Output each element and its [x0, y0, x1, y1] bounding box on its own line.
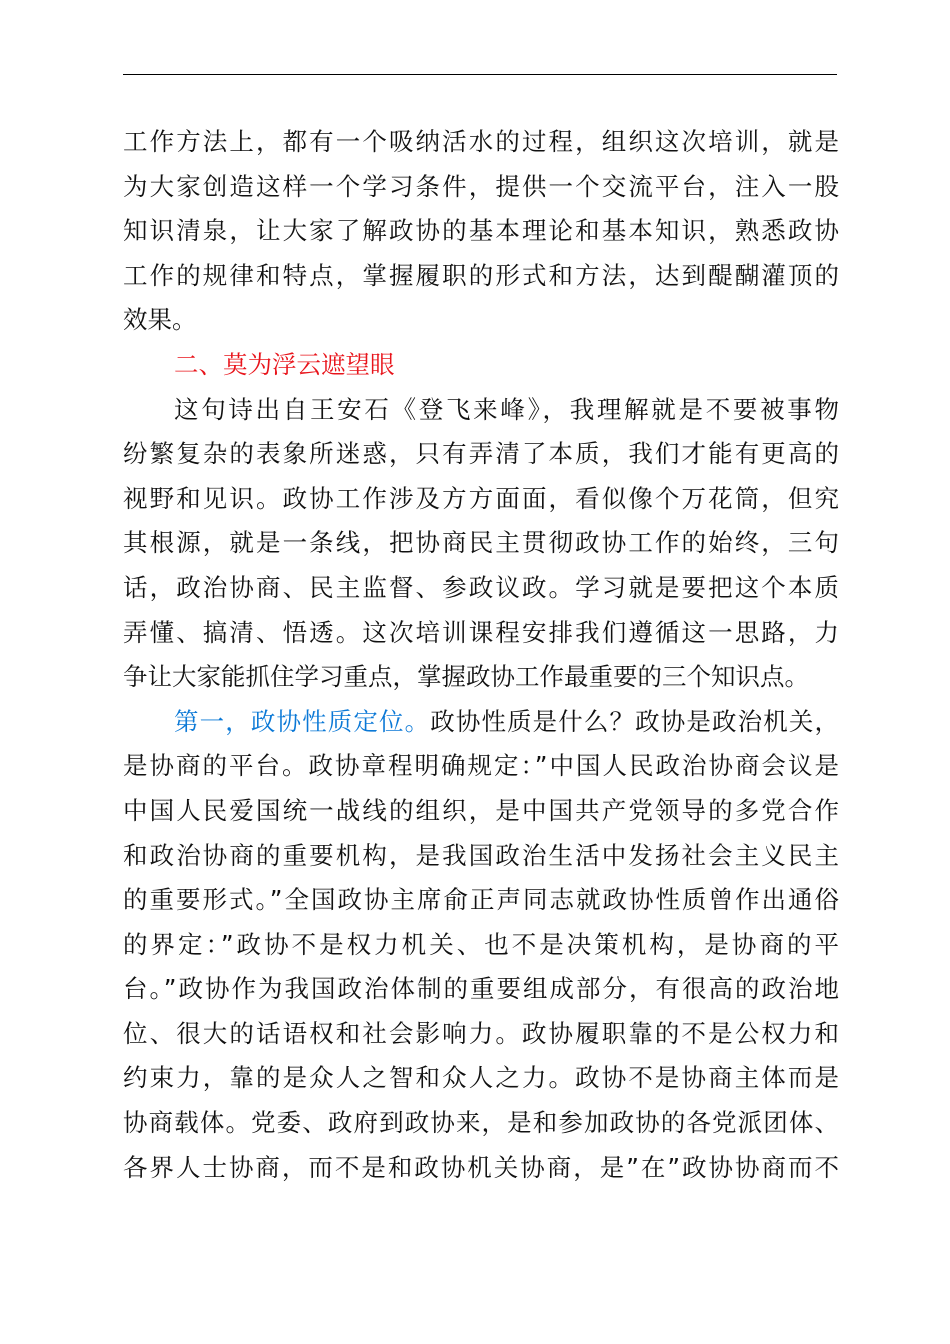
paragraph-3-line-4: 和政治协商的重要机构，是我国政治生活中发扬社会主义民主	[123, 840, 839, 870]
paragraph-2-line-7: 争让大家能抓住学习重点，掌握政协工作最重要的三个知识点。	[123, 662, 809, 692]
paragraph-3-line-1	[123, 700, 839, 745]
paragraph-1-line-1: 工作方法上，都有一个吸纳活水的过程，组织这次培训，就是	[123, 127, 839, 156]
section-heading: 二、莫为浮云遮望眼	[174, 349, 395, 379]
paragraph-1-line-2: 为大家创造这样一个学习条件，提供一个交流平台，注入一股	[123, 171, 839, 201]
body-text	[123, 120, 839, 1190]
subsection-heading: 第一，政协性质定位。	[174, 706, 431, 736]
paragraph-2-line-6: 弄懂、搞清、悟透。这次培训课程安排我们遵循这一思路，力	[123, 617, 839, 647]
paragraph-3-line-6: 的界定：”政协不是权力机关、也不是决策机构，是协商的平	[123, 929, 839, 959]
paragraph-3-line-1-text: 政协性质是什么？政协是政治机关，	[430, 706, 840, 736]
paragraph-3-line-7: 台。”政协作为我国政治体制的重要组成部分，有很高的政治地	[123, 974, 839, 1004]
paragraph-1-line-3: 知识清泉，让大家了解政协的基本理论和基本知识，熟悉政协	[123, 216, 839, 246]
paragraph-2-line-3: 视野和见识。政协工作涉及方方面面，看似像个万花筒，但究	[123, 483, 839, 513]
paragraph-3-line-10: 协商载体。党委、政府到政协来，是和参加政协的各党派团体、	[123, 1108, 839, 1138]
paragraph-1-line-5: 效果。	[123, 305, 197, 335]
paragraph-2-line-4: 其根源，就是一条线，把协商民主贯彻政协工作的始终，三句	[123, 528, 839, 558]
paragraph-3-line-8: 位、很大的话语权和社会影响力。政协履职靠的不是公权力和	[123, 1018, 839, 1048]
header-rule	[123, 74, 837, 75]
paragraph-2-line-2: 纷繁复杂的表象所迷惑，只有弄清了本质，我们才能有更高的	[123, 439, 839, 469]
paragraph-3-line-11: 各界人士协商，而不是和政协机关协商，是”在”政协协商而不	[123, 1152, 839, 1182]
paragraph-3-line-3: 中国人民爱国统一战线的组织，是中国共产党领导的多党合作	[123, 795, 839, 825]
paragraph-3-line-9: 约束力，靠的是众人之智和众人之力。政协不是协商主体而是	[123, 1063, 839, 1093]
paragraph-3-line-5: 的重要形式。”全国政协主席俞正声同志就政协性质曾作出通俗	[123, 885, 839, 915]
paragraph-3-line-2: 是协商的平台。政协章程明确规定：”中国人民政治协商会议是	[123, 751, 839, 781]
paragraph-2-line-5: 话，政治协商、民主监督、参政议政。学习就是要把这个本质	[123, 572, 839, 602]
paragraph-2-line-1: 这句诗出自王安石《登飞来峰》，我理解就是不要被事物	[174, 394, 839, 424]
paragraph-1-line-4: 工作的规律和特点，掌握履职的形式和方法，达到醍醐灌顶的	[123, 260, 839, 290]
